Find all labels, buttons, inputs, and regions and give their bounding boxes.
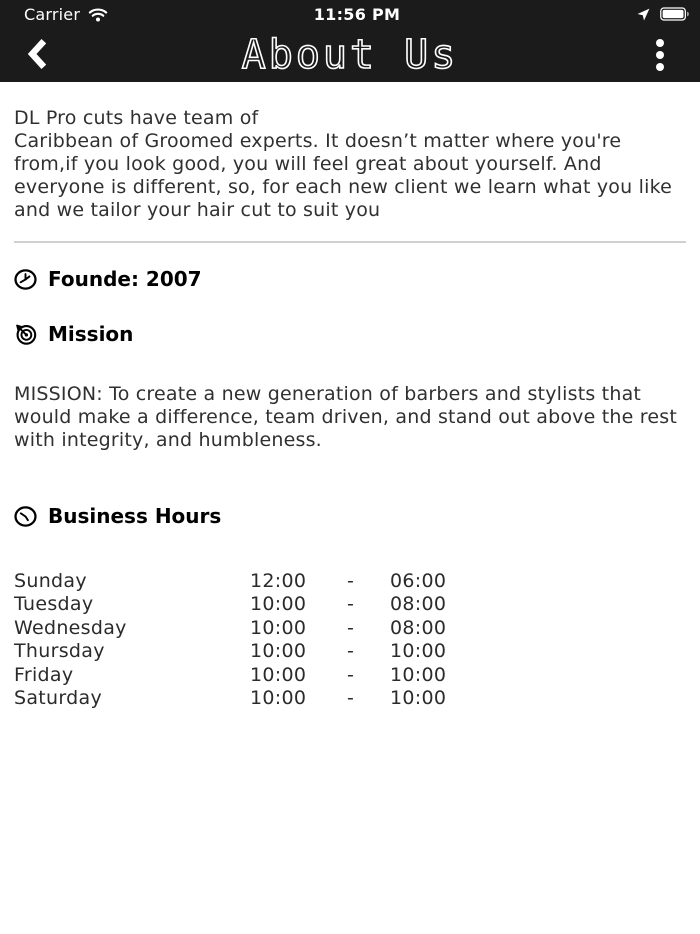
chevron-left-icon: [24, 37, 52, 74]
time-separator: -: [347, 640, 355, 663]
about-content: [0, 82, 700, 710]
status-bar: [0, 0, 700, 28]
close-time: 10:00: [390, 640, 447, 663]
open-time: 10:00: [250, 640, 307, 663]
close-time: 08:00: [390, 593, 447, 616]
intro-line-1: DL Pro cuts have team of: [14, 107, 259, 129]
founded-label: Founde: 2007: [48, 267, 202, 291]
mission-label: Mission: [48, 322, 134, 346]
day-label: Wednesday: [14, 616, 127, 639]
time-separator: -: [347, 663, 355, 686]
open-time: 10:00: [250, 687, 307, 710]
status-bar-right: [540, 7, 690, 22]
mission-paragraph: MISSION: To create a new generation of barbers and stylists that would make a difference, team driven, and stand out above the rest with integrity, and humbleness.: [14, 383, 677, 451]
business-hours-label: Business Hours: [48, 504, 222, 528]
status-time: 11:56 PM: [313, 4, 401, 24]
day-label: Tuesday: [14, 593, 94, 616]
clock-icon: [14, 269, 37, 290]
time-separator: -: [347, 593, 355, 616]
day-label: Saturday: [14, 687, 103, 710]
open-time: 12:00: [250, 570, 307, 592]
time-separator: -: [347, 616, 355, 639]
menu-button[interactable]: [638, 33, 682, 77]
hours-row: [14, 593, 686, 616]
close-time: 10:00: [390, 663, 447, 686]
business-hours-table: [14, 570, 686, 710]
close-time: 10:00: [390, 687, 447, 710]
day-label: Sunday: [14, 570, 87, 592]
intro-paragraph: [14, 107, 686, 222]
business-hours-heading: [14, 504, 686, 528]
close-time: 06:00: [390, 570, 447, 592]
intro-line-2: Caribbean of Groomed experts. It doesn’t matter where you're from,if you look good, you will feel great about yourself. And everyone is different, so, for each new client we learn what you like and we tailor your hair cut to suit you: [14, 130, 672, 221]
location-arrow-icon: [636, 7, 651, 22]
battery-full-icon: [660, 7, 690, 21]
time-separator: -: [347, 687, 355, 710]
hours-row: [14, 687, 686, 710]
hours-row: [14, 664, 686, 687]
target-dart-icon: [14, 323, 37, 345]
kebab-menu-icon: [656, 39, 664, 71]
founded-heading: [14, 267, 686, 291]
hours-row: [14, 570, 686, 593]
back-button[interactable]: [16, 33, 60, 77]
status-bar-left: [24, 5, 174, 24]
open-time: 10:00: [250, 593, 307, 616]
day-label: Friday: [14, 663, 74, 686]
time-separator: -: [347, 570, 355, 592]
mission-heading: [14, 322, 686, 346]
carrier-label: Carrier: [24, 4, 81, 24]
clock-icon: [14, 506, 37, 527]
hours-row: [14, 640, 686, 663]
wifi-icon: [88, 7, 108, 22]
open-time: 10:00: [250, 616, 307, 639]
nav-header: [0, 28, 700, 82]
close-time: 08:00: [390, 616, 447, 639]
day-label: Thursday: [14, 640, 105, 663]
section-divider: [14, 241, 686, 243]
open-time: 10:00: [250, 663, 307, 686]
page-title: About Us: [241, 32, 459, 78]
hours-row: [14, 617, 686, 640]
